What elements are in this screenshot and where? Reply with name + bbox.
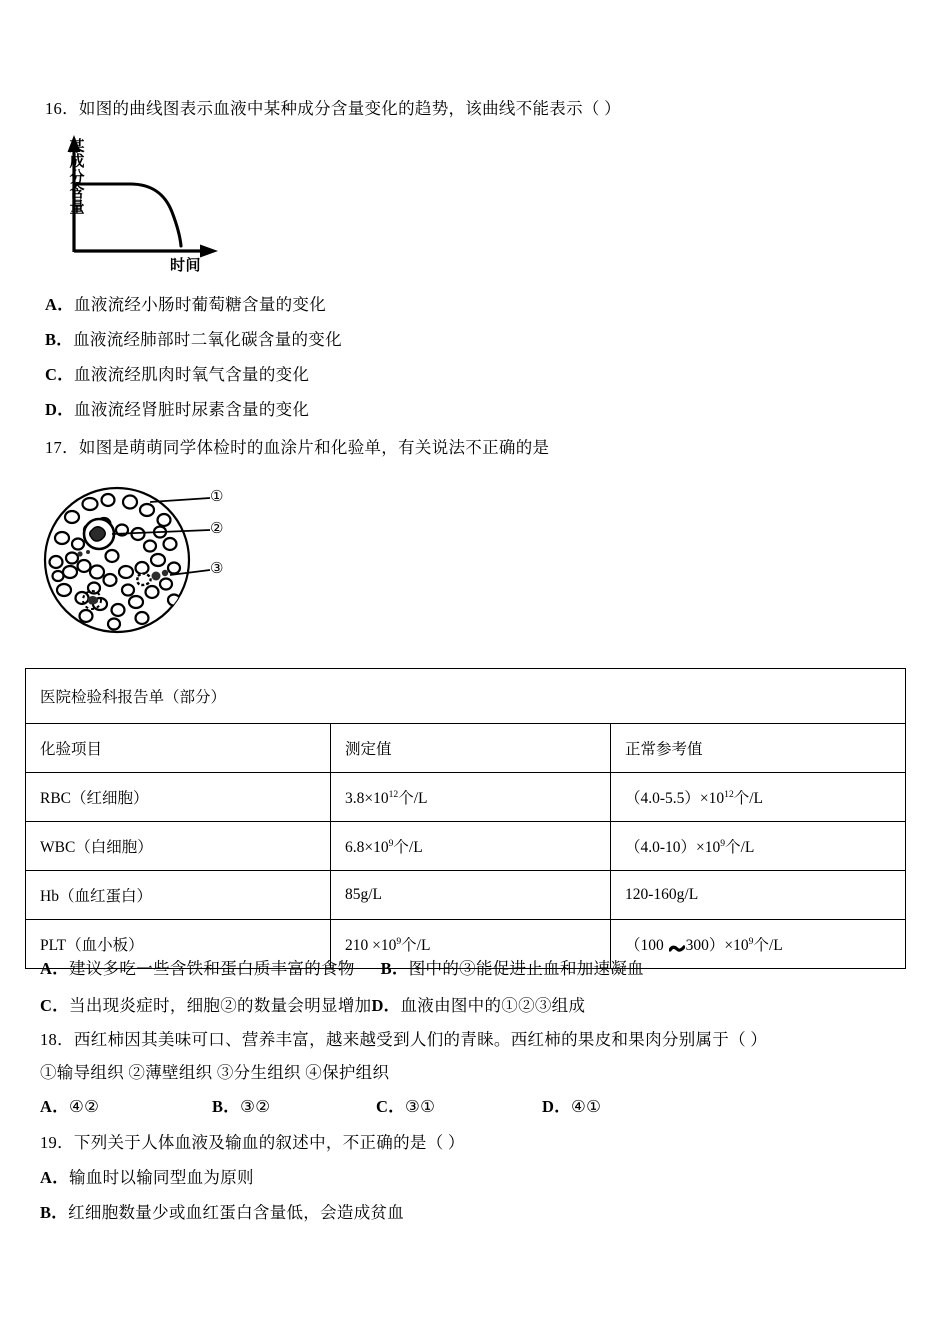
column-header-reference: 正常参考值 bbox=[611, 724, 906, 773]
component-curve-path bbox=[74, 184, 181, 246]
column-header-measured: 测定值 bbox=[331, 724, 611, 773]
column-header-item: 化验项目 bbox=[26, 724, 331, 773]
reference-prefix: （4.0-10）×10 bbox=[625, 839, 721, 856]
blood-smear-svg bbox=[42, 472, 292, 647]
leader-line-1 bbox=[150, 498, 210, 502]
question-16-stem: 16．如图的曲线图表示血液中某种成分含量变化的趋势，该曲线不能表示（ ） bbox=[45, 99, 621, 118]
option-a-label: A． bbox=[45, 295, 75, 314]
table-row bbox=[26, 822, 906, 871]
option-d-label: D． bbox=[542, 1097, 572, 1116]
measured-suffix: 个/L bbox=[393, 839, 423, 856]
option-a-text: ④② bbox=[69, 1097, 100, 1116]
question-18-stem: 18．西红柿因其美味可口、营养丰富，越来越受到人们的青睐。西红柿的果皮和果肉分别属于（ ） bbox=[40, 1030, 768, 1049]
question-18-option-b bbox=[212, 1096, 270, 1118]
reference-suffix: 个/L bbox=[725, 839, 755, 856]
option-d-label: D． bbox=[45, 400, 75, 419]
smear-callout-3: ③ bbox=[210, 561, 224, 577]
lab-report-title: 医院检验科报告单（部分） bbox=[26, 669, 906, 724]
reference-suffix: 个/L bbox=[733, 790, 764, 807]
table-row bbox=[26, 871, 906, 920]
option-c-text: 当出现炎症时，细胞②的数量会明显增加 bbox=[69, 996, 372, 1015]
option-b-text: ③② bbox=[240, 1097, 271, 1116]
reference-prefix: （4.0-5.5）×10 bbox=[625, 790, 725, 807]
option-a-label: A． bbox=[40, 1097, 70, 1116]
row-measured-hb bbox=[331, 871, 611, 920]
option-c-label: C． bbox=[376, 1097, 406, 1116]
option-b-label: B． bbox=[212, 1097, 241, 1116]
y-axis-label-text: 某成分含量 bbox=[69, 139, 85, 217]
option-a-text: 血液流经小肠时葡萄糖含量的变化 bbox=[74, 295, 327, 314]
question-17-options-line-1 bbox=[40, 958, 644, 980]
reference-exponent: 9 bbox=[720, 837, 726, 849]
option-d-text: 血液由图中的①②③组成 bbox=[400, 996, 586, 1015]
reference-exponent: 9 bbox=[748, 935, 754, 947]
question-18-option-c bbox=[376, 1096, 435, 1118]
reference-prefix: （100 bbox=[625, 937, 668, 954]
reference-exponent: 12 bbox=[724, 788, 734, 800]
x-axis-arrowhead bbox=[200, 245, 218, 258]
option-d-text: ④① bbox=[571, 1097, 602, 1116]
blood-component-curve-figure bbox=[30, 132, 270, 287]
curve-x-axis-label: 时间 bbox=[170, 258, 202, 274]
option-a-label: A． bbox=[40, 1168, 70, 1187]
smear-callout-1: ① bbox=[210, 489, 224, 505]
table-row bbox=[26, 773, 906, 822]
measured-exponent: 9 bbox=[388, 837, 394, 849]
question-19-option-b bbox=[40, 1202, 404, 1224]
option-d-label: D． bbox=[371, 996, 401, 1015]
lab-report-table bbox=[25, 668, 906, 969]
measured-exponent: 12 bbox=[388, 788, 399, 800]
row-reference-rbc bbox=[611, 773, 906, 822]
reference-suffix: 个/L bbox=[753, 937, 783, 954]
question-19-option-a bbox=[40, 1167, 254, 1189]
row-reference-wbc bbox=[611, 822, 906, 871]
question-16-option-c bbox=[45, 364, 309, 386]
question-16-option-d bbox=[45, 399, 309, 421]
reference-prefix: 120-160g/L bbox=[625, 886, 699, 903]
option-b-text: 血液流经肺部时二氧化碳含量的变化 bbox=[73, 330, 342, 349]
option-b-label: B． bbox=[40, 1203, 69, 1222]
white-blood-cell bbox=[84, 519, 114, 549]
blood-smear-figure bbox=[42, 472, 292, 647]
measured-prefix: 85g/L bbox=[345, 886, 383, 903]
question-17-options-line-2 bbox=[40, 995, 585, 1017]
measured-prefix: 6.8×10 bbox=[345, 839, 389, 856]
table-title-row bbox=[26, 669, 906, 724]
reference-mid: 300）×10 bbox=[685, 937, 749, 954]
option-a-text: 输血时以输同型血为原则 bbox=[69, 1168, 254, 1187]
smear-callout-2: ② bbox=[210, 521, 224, 537]
option-c-text: 血液流经肌肉时氧气含量的变化 bbox=[74, 365, 310, 384]
question-18-option-d bbox=[542, 1096, 601, 1118]
row-item-wbc: WBC（白细胞） bbox=[26, 822, 331, 871]
row-item-plt: PLT（血小板） bbox=[26, 920, 331, 969]
option-b-label: B． bbox=[380, 959, 409, 978]
option-b-label: B． bbox=[45, 330, 74, 349]
measured-suffix: 个/L bbox=[401, 937, 431, 954]
option-b-text: 图中的③能促进止血和加速凝血 bbox=[408, 959, 644, 978]
question-19-stem: 19．下列关于人体血液及输血的叙述中，不正确的是（ ） bbox=[40, 1133, 465, 1152]
option-a-text: 建议多吃一些含铁和蛋白质丰富的食物 bbox=[69, 959, 355, 978]
question-17-stem: 17．如图是萌萌同学体检时的血涂片和化验单，有关说法不正确的是 bbox=[45, 438, 550, 457]
row-measured-rbc bbox=[331, 773, 611, 822]
row-reference-plt bbox=[611, 920, 906, 969]
measured-suffix: 个/L bbox=[398, 790, 428, 807]
question-16-option-a bbox=[45, 294, 326, 316]
table-header-row bbox=[26, 724, 906, 773]
option-c-text: ③① bbox=[405, 1097, 436, 1116]
row-item-hb: Hb（血红蛋白） bbox=[26, 871, 331, 920]
range-dash-icon bbox=[669, 941, 685, 951]
option-b-text: 红细胞数量少或血红蛋白含量低，会造成贫血 bbox=[68, 1203, 405, 1222]
measured-prefix: 3.8×10 bbox=[345, 790, 389, 807]
option-d-text: 血液流经肾脏时尿素含量的变化 bbox=[74, 400, 310, 419]
measured-prefix: 210 ×10 bbox=[345, 937, 397, 954]
question-18-option-a bbox=[40, 1096, 99, 1118]
measured-exponent: 9 bbox=[396, 935, 402, 947]
option-c-label: C． bbox=[40, 996, 70, 1015]
question-16-option-b bbox=[45, 329, 342, 351]
row-reference-hb bbox=[611, 871, 906, 920]
option-a-label: A． bbox=[40, 959, 70, 978]
row-measured-wbc bbox=[331, 822, 611, 871]
curve-y-axis-label bbox=[66, 140, 88, 216]
question-18-tissue-list: ①输导组织 ②薄壁组织 ③分生组织 ④保护组织 bbox=[40, 1063, 390, 1082]
row-item-rbc: RBC（红细胞） bbox=[26, 773, 331, 822]
option-c-label: C． bbox=[45, 365, 75, 384]
